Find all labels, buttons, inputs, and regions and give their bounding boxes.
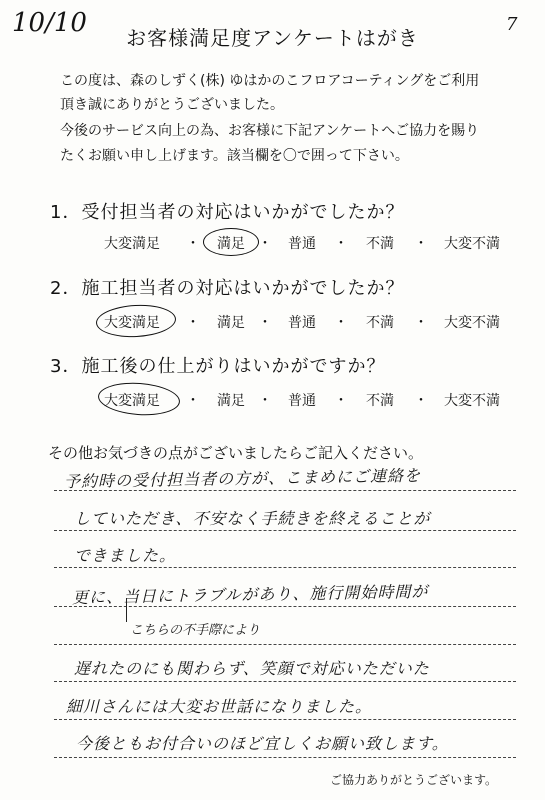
comment-line-6: 細川さんには大変お世話になりました。 xyxy=(66,697,373,716)
q3-option-dissatisfied[interactable]: 不満 xyxy=(366,393,394,409)
page-title: お客様満足度アンケートはがき xyxy=(126,26,419,50)
q2-option-very-satisfied[interactable]: 大変満足 xyxy=(104,315,160,331)
q2-option-dissatisfied[interactable]: 不満 xyxy=(366,315,394,331)
comment-insertion: こちらの不手際により xyxy=(130,623,261,638)
separator-dot: ・ xyxy=(186,236,200,252)
selection-circle xyxy=(97,380,181,418)
separator-dot: ・ xyxy=(186,315,200,331)
writing-line xyxy=(54,644,516,645)
separator-dot: ・ xyxy=(258,236,272,252)
separator-dot: ・ xyxy=(258,393,272,409)
q1-option-very-satisfied[interactable]: 大変満足 xyxy=(104,236,160,252)
q2-option-very-dissatisfied[interactable]: 大変不満 xyxy=(444,315,500,331)
separator-dot: ・ xyxy=(334,236,348,252)
comment-line-3: できました。 xyxy=(74,546,177,565)
separator-dot: ・ xyxy=(334,315,348,331)
thank-you-footer: ご協力ありがとうございます。 xyxy=(330,773,498,787)
question-2: 2．施工担当者の対応はいかがでしたか？ xyxy=(50,278,405,299)
q2-option-normal[interactable]: 普通 xyxy=(288,315,316,331)
writing-line xyxy=(54,681,516,682)
q3-option-very-dissatisfied[interactable]: 大変不満 xyxy=(444,393,500,409)
insertion-caret xyxy=(126,598,128,622)
comment-line-4: 更に、当日にトラブルがあり、施行開始時間が xyxy=(71,581,429,608)
separator-dot: ・ xyxy=(414,236,428,252)
q1-option-normal[interactable]: 普通 xyxy=(288,236,316,252)
separator-dot: ・ xyxy=(414,393,428,409)
separator-dot: ・ xyxy=(258,315,272,331)
q3-option-very-satisfied[interactable]: 大変満足 xyxy=(104,393,160,409)
writing-line xyxy=(54,757,516,758)
q1-option-dissatisfied[interactable]: 不満 xyxy=(366,236,394,252)
separator-dot: ・ xyxy=(414,315,428,331)
question-3: 3．施工後の仕上がりはいかがですか？ xyxy=(50,356,386,377)
writing-line xyxy=(54,530,516,531)
q3-option-normal[interactable]: 普通 xyxy=(288,393,316,409)
comment-line-2: していただき、不安なく手続きを終えることが xyxy=(74,509,431,528)
comment-line-1: 予約時の受付担当者の方が、こまめにご連絡を xyxy=(63,465,422,492)
separator-dot: ・ xyxy=(186,393,200,409)
q1-option-satisfied[interactable]: 満足 xyxy=(217,236,245,252)
q1-option-very-dissatisfied[interactable]: 大変不満 xyxy=(444,236,500,252)
handwritten-number: 7 xyxy=(506,14,518,35)
intro-line-2: 頂き誠にありがとうございました。 xyxy=(60,97,284,113)
writing-line xyxy=(54,719,516,720)
q3-option-satisfied[interactable]: 満足 xyxy=(217,393,245,409)
handwritten-date: 10/10 xyxy=(12,8,87,38)
q2-option-satisfied[interactable]: 満足 xyxy=(217,315,245,331)
comments-label: その他お気づきの点がございましたらご記入ください。 xyxy=(48,444,424,462)
intro-line-1: この度は、森のしずく(株) ゆはかのこフロアコーティングをご利用 xyxy=(60,73,480,89)
separator-dot: ・ xyxy=(334,393,348,409)
intro-line-3: 今後のサービス向上の為、お客様に下記アンケートへご協力を賜り xyxy=(60,123,480,139)
comment-line-7: 今後ともお付合いのほど宜しくお願い致します。 xyxy=(76,734,449,753)
intro-line-4: たくお願い申し上げます。該当欄を〇で囲って下さい。 xyxy=(60,148,409,164)
question-1: 1．受付担当者の対応はいかがでしたか？ xyxy=(50,202,405,223)
comment-line-5: 遅れたのにも関わらず、笑顔で対応いただいた xyxy=(74,659,430,678)
selection-circle xyxy=(95,303,177,339)
writing-line xyxy=(54,567,516,568)
selection-circle xyxy=(203,228,259,256)
